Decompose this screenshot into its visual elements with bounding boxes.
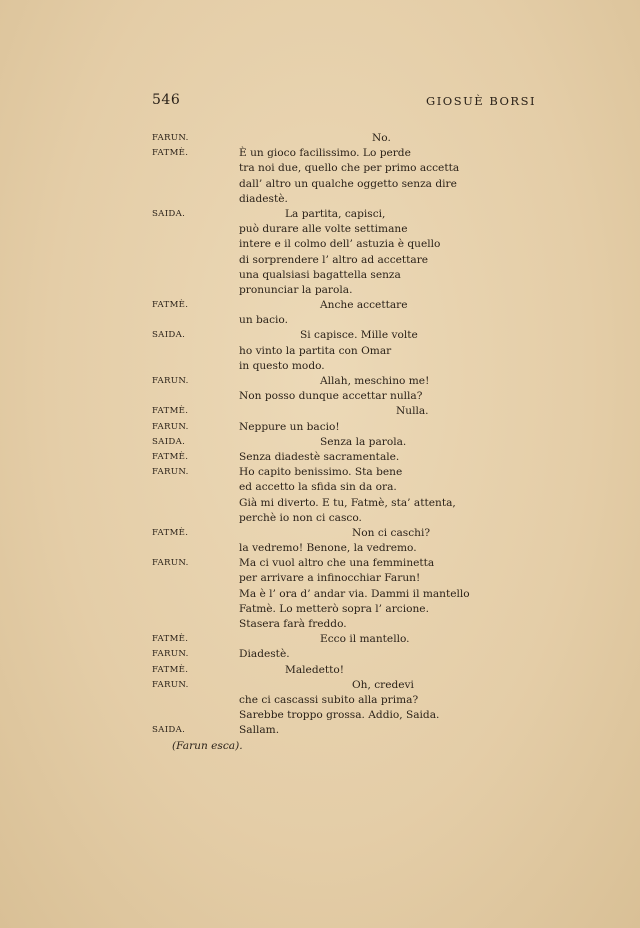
dialogue-line — [0, 602, 640, 617]
speaker-name: FATMÈ. — [152, 664, 189, 675]
dialogue-line — [0, 131, 640, 146]
dialogue-text: Ho capito benissimo. Sta bene — [239, 466, 403, 479]
dialogue-text: perchè io non ci casco. — [239, 511, 362, 524]
dialogue-text: No. — [372, 132, 391, 144]
dialogue-text: intere e il colmo dell’ astuzia è quello — [239, 238, 441, 251]
dialogue-line — [0, 161, 640, 176]
dialogue-text: Nulla. — [396, 405, 429, 418]
dialogue-line — [0, 344, 640, 359]
dialogue-line — [0, 526, 640, 541]
dialogue-text: Si capisce. Mille volte — [300, 329, 418, 342]
dialogue-text: Sarebbe troppo grossa. Addio, Saida. — [239, 709, 440, 722]
dialogue-text: Neppure un bacio! — [239, 420, 340, 433]
dialogue-text: dall’ altro un qualche oggetto senza dire — [239, 177, 457, 190]
dialogue-line — [0, 496, 640, 511]
speaker-name: FARUN. — [152, 467, 189, 478]
dialogue-line — [0, 192, 640, 207]
dialogue-line — [0, 374, 640, 389]
dialogue-line — [0, 146, 640, 161]
dialogue-lines — [0, 131, 640, 754]
dialogue-text: Sallam. — [239, 724, 280, 737]
dialogue-line — [0, 571, 640, 586]
dialogue-text: Fatmè. Lo metterò sopra l’ arcione. — [239, 602, 429, 615]
running-head: GIOSUÈ BORSI — [426, 94, 536, 108]
speaker-name: FATMÈ. — [152, 451, 189, 462]
dialogue-text: un bacio. — [239, 314, 288, 327]
dialogue-text: può durare alle volte settimane — [239, 223, 408, 236]
dialogue-text: Allah, meschino me! — [320, 375, 430, 387]
dialogue-line — [0, 298, 640, 313]
dialogue-text: Non ci caschi? — [352, 526, 431, 539]
dialogue-line — [0, 389, 640, 404]
dialogue-text: La partita, capisci, — [285, 207, 386, 220]
dialogue-text: Ecco il mantello. — [320, 633, 410, 646]
dialogue-line — [0, 283, 640, 298]
speaker-name: FARUN. — [152, 133, 189, 143]
speaker-name: FARUN. — [152, 421, 189, 432]
dialogue-line — [0, 647, 640, 662]
speaker-name: SAIDA. — [152, 436, 186, 447]
dialogue-text: ho vinto la partita con Omar — [239, 344, 392, 357]
dialogue-text: che ci cascassi subito alla prima? — [239, 693, 419, 706]
dialogue-line — [0, 708, 640, 723]
speaker-name: FARUN. — [152, 649, 189, 660]
dialogue-line — [0, 268, 640, 283]
dialogue-text: la vedremo! Benone, la vedremo. — [239, 542, 417, 555]
speaker-name: FARUN. — [152, 376, 189, 386]
dialogue-line — [0, 207, 640, 222]
dialogue-line — [0, 693, 640, 708]
dialogue-text: per arrivare a infinocchiar Farun! — [239, 572, 421, 585]
dialogue-line — [0, 359, 640, 374]
dialogue-text: Ma è l’ ora d’ andar via. Dammi il mantello — [239, 587, 470, 600]
dialogue-line — [0, 480, 640, 495]
speaker-name: SAIDA. — [152, 330, 186, 341]
stage-direction-line — [0, 739, 640, 754]
dialogue-line — [0, 663, 640, 678]
dialogue-line — [0, 632, 640, 647]
dialogue-text: ed accetto la sfida sin da ora. — [239, 481, 397, 494]
dialogue-text: Non posso dunque accettar nulla? — [239, 390, 423, 403]
dialogue-line — [0, 723, 640, 738]
dialogue-text: in questo modo. — [239, 359, 325, 372]
dialogue-text: pronunciar la parola. — [239, 283, 353, 296]
dialogue-line — [0, 511, 640, 526]
dialogue-line — [0, 678, 640, 693]
dialogue-line — [0, 420, 640, 435]
page-header — [0, 92, 640, 112]
dialogue-line — [0, 253, 640, 268]
dialogue-line — [0, 541, 640, 556]
dialogue-text: Anche accettare — [320, 299, 408, 312]
page-number: 546 — [152, 92, 181, 108]
dialogue-line — [0, 222, 640, 237]
speaker-name: FATMÈ. — [152, 148, 189, 159]
speaker-name: FARUN. — [152, 679, 189, 690]
dialogue-line — [0, 237, 640, 252]
dialogue-text: tra noi due, quello che per primo accetta — [239, 162, 460, 175]
dialogue-line — [0, 313, 640, 328]
speaker-name: FATMÈ. — [152, 634, 189, 645]
speaker-name: SAIDA. — [152, 208, 186, 219]
dialogue-text: Ma ci vuol altro che una femminetta — [239, 557, 435, 570]
dialogue-text: Maledetto! — [285, 663, 345, 676]
dialogue-line — [0, 435, 640, 450]
speaker-name: FATMÈ. — [152, 527, 189, 538]
dialogue-line — [0, 465, 640, 480]
dialogue-text: diadestè. — [239, 192, 288, 205]
dialogue-text: È un gioco facilissimo. Lo perde — [239, 147, 411, 160]
dialogue-text: una qualsiasi bagattella senza — [239, 268, 401, 281]
dialogue-line — [0, 617, 640, 632]
stage-direction: (Farun esca). — [172, 739, 243, 752]
speaker-name: FARUN. — [152, 558, 189, 569]
dialogue-line — [0, 587, 640, 602]
dialogue-text: Senza diadestè sacramentale. — [239, 450, 400, 463]
dialogue-line — [0, 450, 640, 465]
dialogue-text: Stasera farà freddo. — [239, 618, 347, 630]
speaker-name: FATMÈ. — [152, 300, 189, 311]
dialogue-text: di sorprendere l’ altro ad accettare — [239, 253, 429, 266]
speaker-name: SAIDA. — [152, 725, 186, 736]
dialogue-text: Già mi diverto. E tu, Fatmè, sta’ attenta, — [239, 496, 456, 509]
dialogue-text: Diadestè. — [239, 648, 290, 661]
dialogue-text: Oh, credevi — [352, 678, 414, 691]
dialogue-text: Senza la parola. — [320, 435, 407, 448]
dialogue-line — [0, 556, 640, 571]
speaker-name: FATMÈ. — [152, 406, 189, 417]
dialogue-line — [0, 328, 640, 343]
dialogue-line — [0, 404, 640, 419]
dialogue-line — [0, 177, 640, 192]
